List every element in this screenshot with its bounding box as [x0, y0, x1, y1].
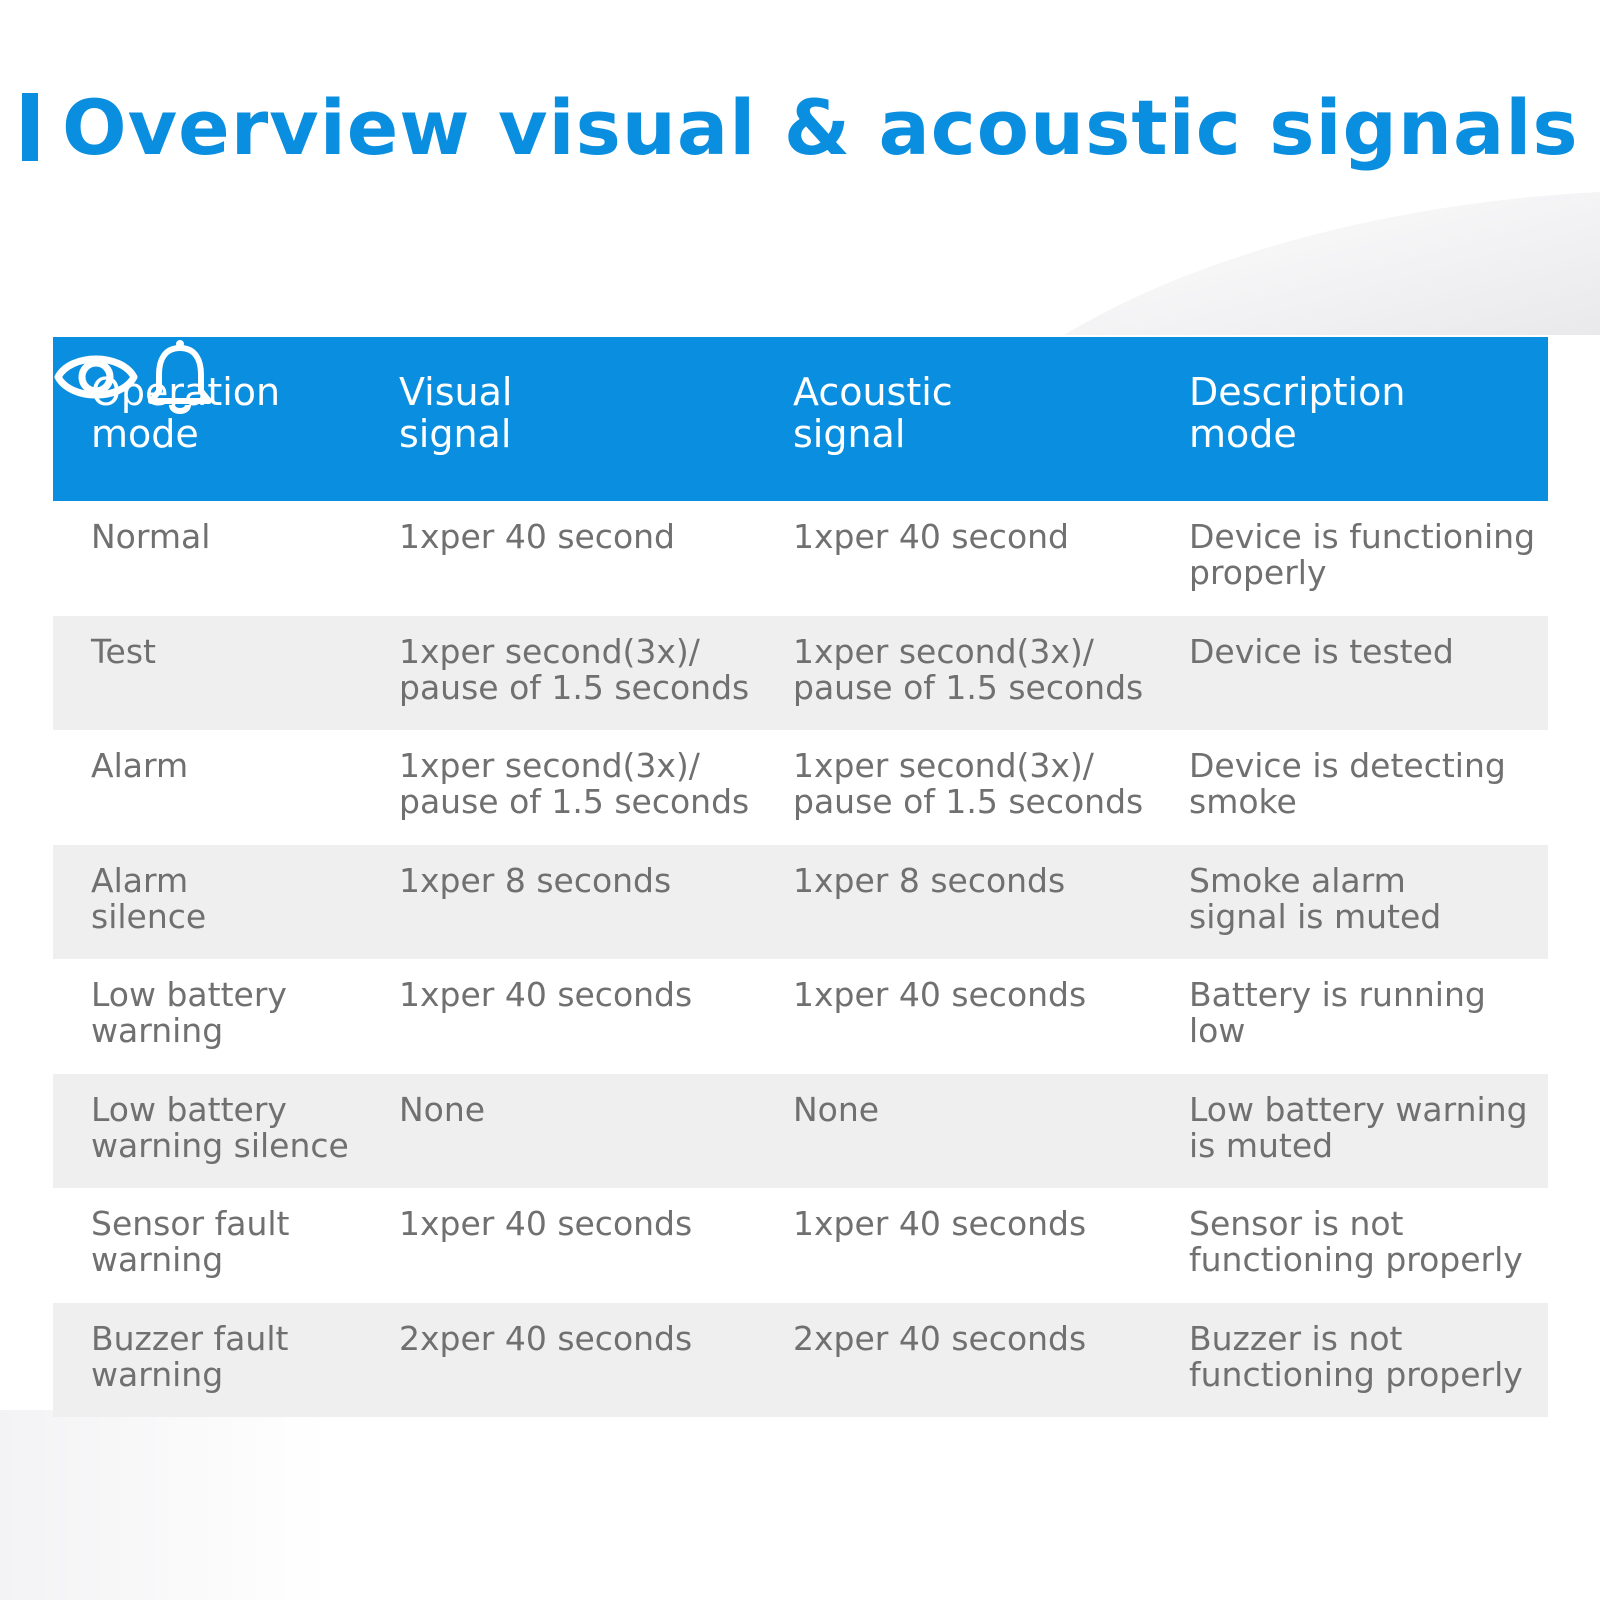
table-row — [53, 730, 1548, 845]
cell-mode: Alarm — [91, 746, 189, 785]
cell-visual: 1xper second(3x)/ pause of 1.5 seconds — [399, 631, 750, 707]
page-title-text: Overview visual & acoustic signals — [62, 82, 1579, 172]
cell-acoustic: 2xper 40 seconds — [793, 1318, 1087, 1358]
table-row — [53, 501, 1548, 616]
table-row — [53, 959, 1548, 1074]
page-title — [22, 72, 1579, 182]
cell-acoustic: 1xper 40 seconds — [793, 1204, 1087, 1243]
cell-description: Battery is running low — [1189, 975, 1486, 1050]
cell-description: Sensor is not functioning properly — [1189, 1204, 1523, 1279]
table-row — [53, 1303, 1548, 1418]
cell-description: Device is detecting smoke — [1189, 746, 1506, 821]
cell-description: Device is functioning properly — [1189, 517, 1536, 592]
cell-visual: None — [399, 1089, 486, 1129]
cell-visual: 1xper second(3x)/ pause of 1.5 seconds — [399, 746, 750, 821]
cell-mode: Low battery warning silence — [91, 1089, 349, 1165]
cell-visual: 1xper 40 second — [399, 517, 676, 556]
cell-visual: 1xper 40 seconds — [399, 1204, 693, 1243]
cell-acoustic: 1xper 40 seconds — [793, 975, 1087, 1014]
cell-acoustic: 1xper second(3x)/ pause of 1.5 seconds — [793, 746, 1144, 821]
header-operation-mode: Operation mode — [91, 370, 281, 456]
header-description-mode: Description mode — [1189, 370, 1406, 456]
signals-table — [53, 337, 1548, 1417]
cell-acoustic: 1xper second(3x)/ pause of 1.5 seconds — [793, 631, 1144, 707]
cell-description: Device is tested — [1189, 631, 1454, 671]
header-visual-signal: Visual signal — [399, 370, 513, 456]
cell-mode: Low battery warning — [91, 975, 287, 1050]
cell-visual: 2xper 40 seconds — [399, 1318, 693, 1358]
table-row — [53, 845, 1548, 960]
cell-description: Smoke alarm signal is muted — [1189, 860, 1442, 936]
cell-mode: Test — [91, 631, 156, 671]
table-header — [53, 337, 1548, 501]
cell-acoustic: None — [793, 1089, 880, 1129]
table-row — [53, 616, 1548, 731]
cell-visual: 1xper 8 seconds — [399, 860, 672, 900]
cell-description: Buzzer is not functioning properly — [1189, 1318, 1523, 1394]
cell-mode: Normal — [91, 517, 211, 556]
title-accent-bar — [22, 93, 38, 161]
table-row — [53, 1188, 1548, 1303]
cell-mode: Buzzer fault warning — [91, 1318, 289, 1394]
cell-mode: Sensor fault warning — [91, 1204, 290, 1279]
cell-description: Low battery warning is muted — [1189, 1089, 1528, 1165]
cell-acoustic: 1xper 8 seconds — [793, 860, 1066, 900]
cell-visual: 1xper 40 seconds — [399, 975, 693, 1014]
header-acoustic-signal: Acoustic signal — [793, 370, 953, 456]
cell-mode: Alarm silence — [91, 860, 207, 936]
cell-acoustic: 1xper 40 second — [793, 517, 1070, 556]
table-row — [53, 1074, 1548, 1189]
